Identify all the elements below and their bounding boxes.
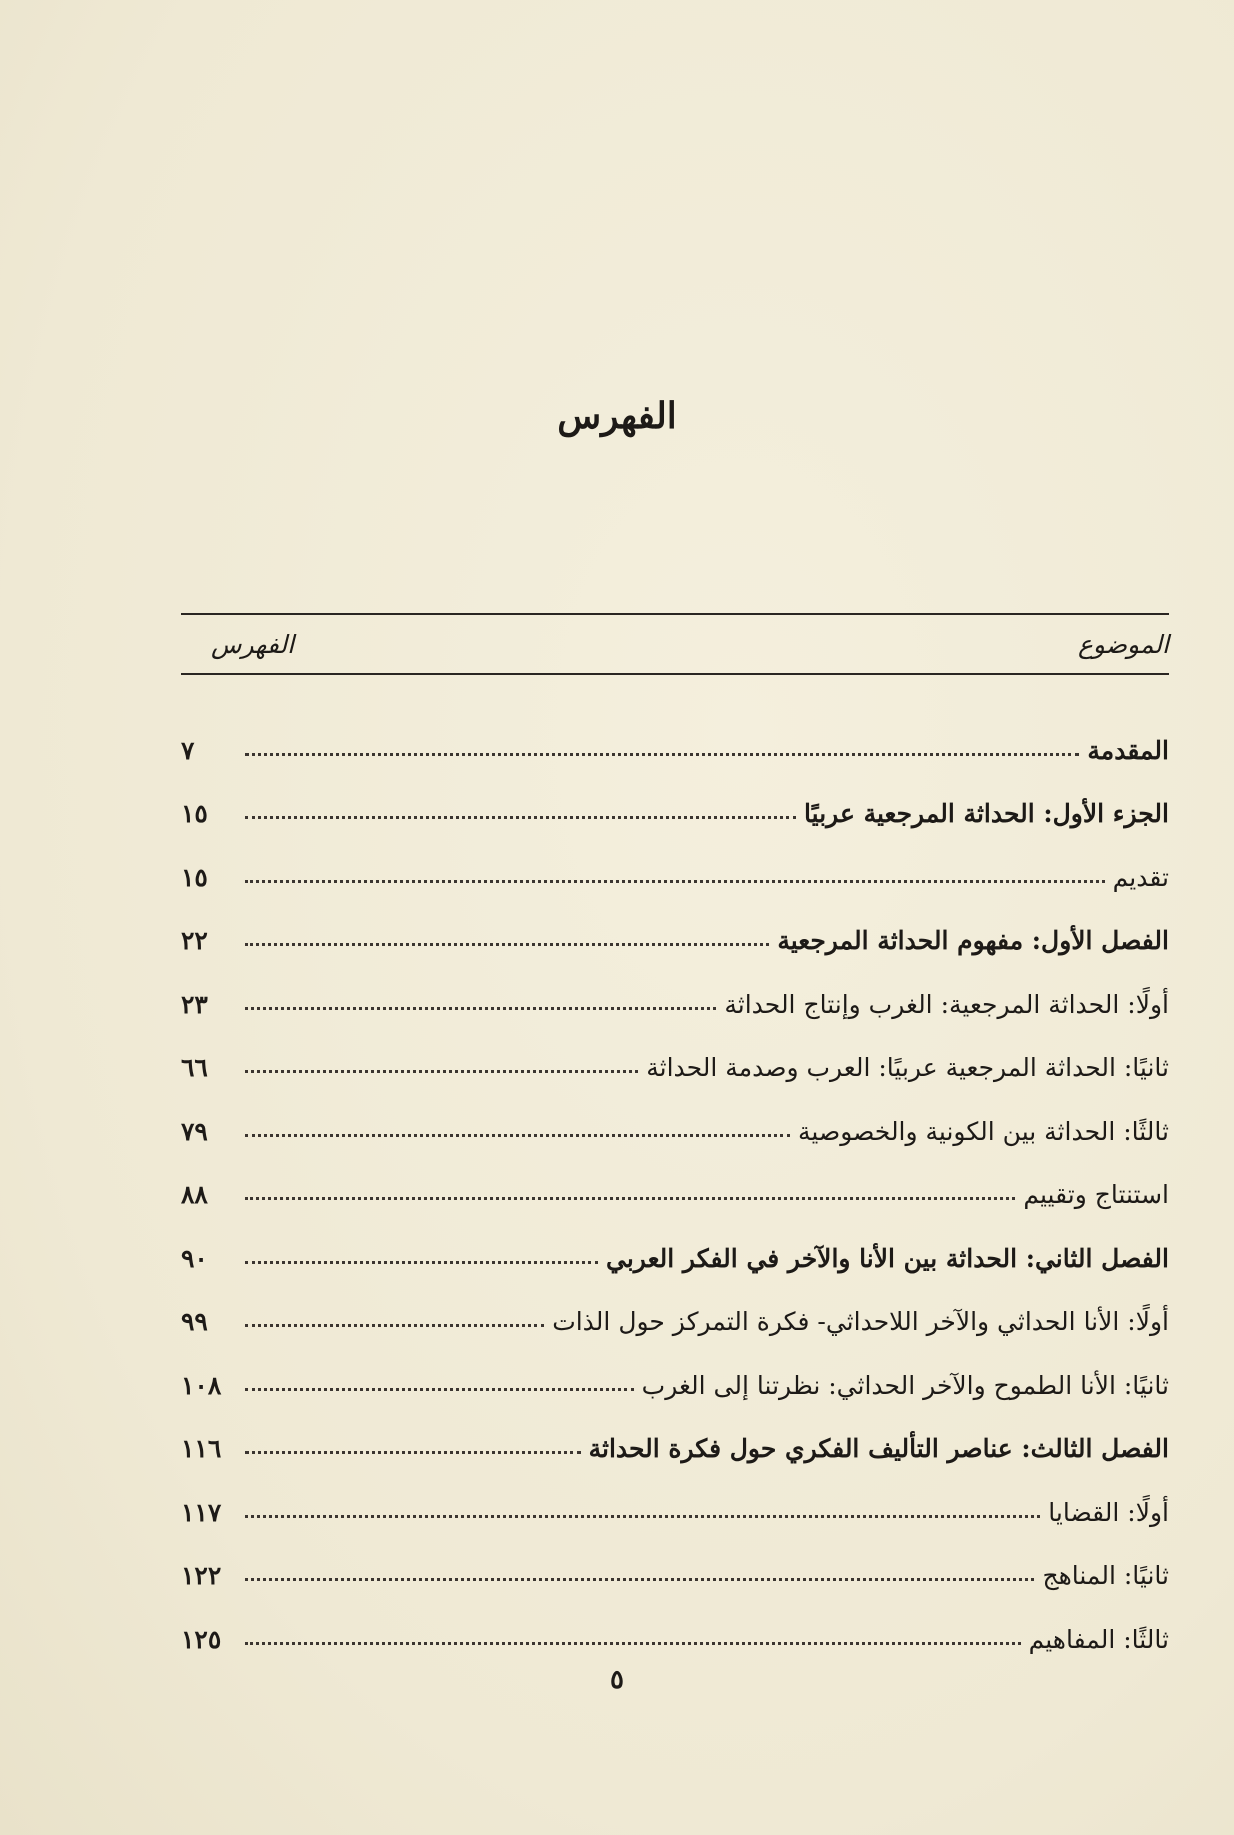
- toc-entry-page: ١٢٢: [181, 1561, 222, 1590]
- toc-entry-page: ٨٨: [181, 1180, 208, 1209]
- toc-entry: [181, 1273, 1169, 1337]
- toc-entry: [181, 1019, 1169, 1083]
- dot-leader: [245, 1324, 544, 1327]
- toc-entry-page: ٩٩: [181, 1307, 208, 1336]
- toc-entry-label: أولًا: الأنا الحداثي والآخر اللاحداثي- فكرة التمركز حول الذات: [552, 1307, 1169, 1336]
- toc-entry: [181, 1527, 1169, 1591]
- index-column-header: الفهرس: [211, 629, 295, 659]
- toc-entry: [181, 1463, 1169, 1527]
- toc-entry: [181, 892, 1169, 956]
- dot-leader: [245, 1451, 581, 1454]
- toc-entry-label: أولًا: الحداثة المرجعية: الغرب وإنتاج الحداثة: [724, 989, 1169, 1019]
- toc-entry-label: الفصل الثالث: عناصر التأليف الفكري حول فكرة الحداثة: [588, 1434, 1169, 1463]
- toc-entry-page: ٢٣: [181, 989, 208, 1019]
- topic-column-header: الموضوع: [1078, 629, 1169, 659]
- toc-entry-label: الفصل الأول: مفهوم الحداثة المرجعية: [777, 926, 1169, 955]
- toc-entry-page: ٢٢: [181, 926, 208, 955]
- toc-entry-label: المقدمة: [1087, 735, 1169, 765]
- dot-leader: [245, 816, 796, 819]
- toc-entry-page: ٦٦: [181, 1053, 208, 1082]
- dot-leader: [245, 1388, 634, 1391]
- toc-entry-label: استنتاج وتقييم: [1023, 1180, 1169, 1209]
- toc-entry: [181, 1400, 1169, 1464]
- toc-entry-label: الفصل الثاني: الحداثة بين الأنا والآخر في الفكر العربي: [606, 1243, 1169, 1273]
- dot-leader: [245, 1261, 598, 1264]
- toc-entry-page: ٧: [181, 735, 195, 765]
- toc-entry-label: ثانيًا: الأنا الطموح والآخر الحداثي: نظرتنا إلى الغرب: [641, 1370, 1169, 1400]
- toc-entry: [181, 701, 1169, 765]
- toc-entry: [181, 1336, 1169, 1400]
- toc-entry-label: أولًا: القضايا: [1048, 1497, 1169, 1527]
- dot-leader: [245, 1515, 1040, 1518]
- toc-entry-label: ثانيًا: المناهج: [1042, 1561, 1169, 1590]
- toc-entry-page: ١٥: [181, 799, 208, 828]
- toc-entry: [181, 1082, 1169, 1146]
- toc-entry: [181, 1146, 1169, 1210]
- toc-entry-label: ثانيًا: الحداثة المرجعية عربيًا: العرب وصدمة الحداثة: [646, 1053, 1169, 1082]
- table-of-contents: [181, 613, 1169, 1654]
- toc-entries: [181, 701, 1169, 1654]
- dot-leader: [245, 753, 1079, 756]
- toc-entry: [181, 828, 1169, 892]
- dot-leader: [245, 1007, 716, 1010]
- toc-entry-page: ١٥: [181, 862, 208, 892]
- toc-entry: [181, 1590, 1169, 1654]
- dot-leader: [245, 1197, 1015, 1200]
- dot-leader: [245, 1134, 790, 1137]
- toc-entry-page: ١١٧: [181, 1497, 222, 1527]
- page-number: ٥: [610, 1665, 624, 1695]
- toc-header: [181, 615, 1169, 673]
- dot-leader: [245, 1642, 1021, 1645]
- toc-entry-page: ٧٩: [181, 1116, 208, 1146]
- dot-leader: [245, 943, 769, 946]
- header-rule: [181, 673, 1169, 675]
- dot-leader: [245, 1578, 1034, 1581]
- toc-entry: [181, 1209, 1169, 1273]
- toc-entry-label: تقديم: [1112, 862, 1169, 892]
- dot-leader: [245, 1070, 638, 1073]
- toc-entry-page: ١٠٨: [181, 1370, 222, 1400]
- toc-entry-page: ٩٠: [181, 1243, 208, 1273]
- toc-entry-label: الجزء الأول: الحداثة المرجعية عربيًا: [804, 799, 1169, 828]
- dot-leader: [245, 880, 1105, 883]
- toc-entry-label: ثالثًا: الحداثة بين الكونية والخصوصية: [798, 1116, 1169, 1146]
- page-title: الفهرس: [557, 395, 677, 437]
- toc-entry-label: ثالثًا: المفاهيم: [1028, 1624, 1169, 1654]
- toc-entry: [181, 765, 1169, 829]
- toc-entry-page: ١٢٥: [181, 1624, 222, 1654]
- toc-entry: [181, 955, 1169, 1019]
- toc-entry-page: ١١٦: [181, 1434, 222, 1463]
